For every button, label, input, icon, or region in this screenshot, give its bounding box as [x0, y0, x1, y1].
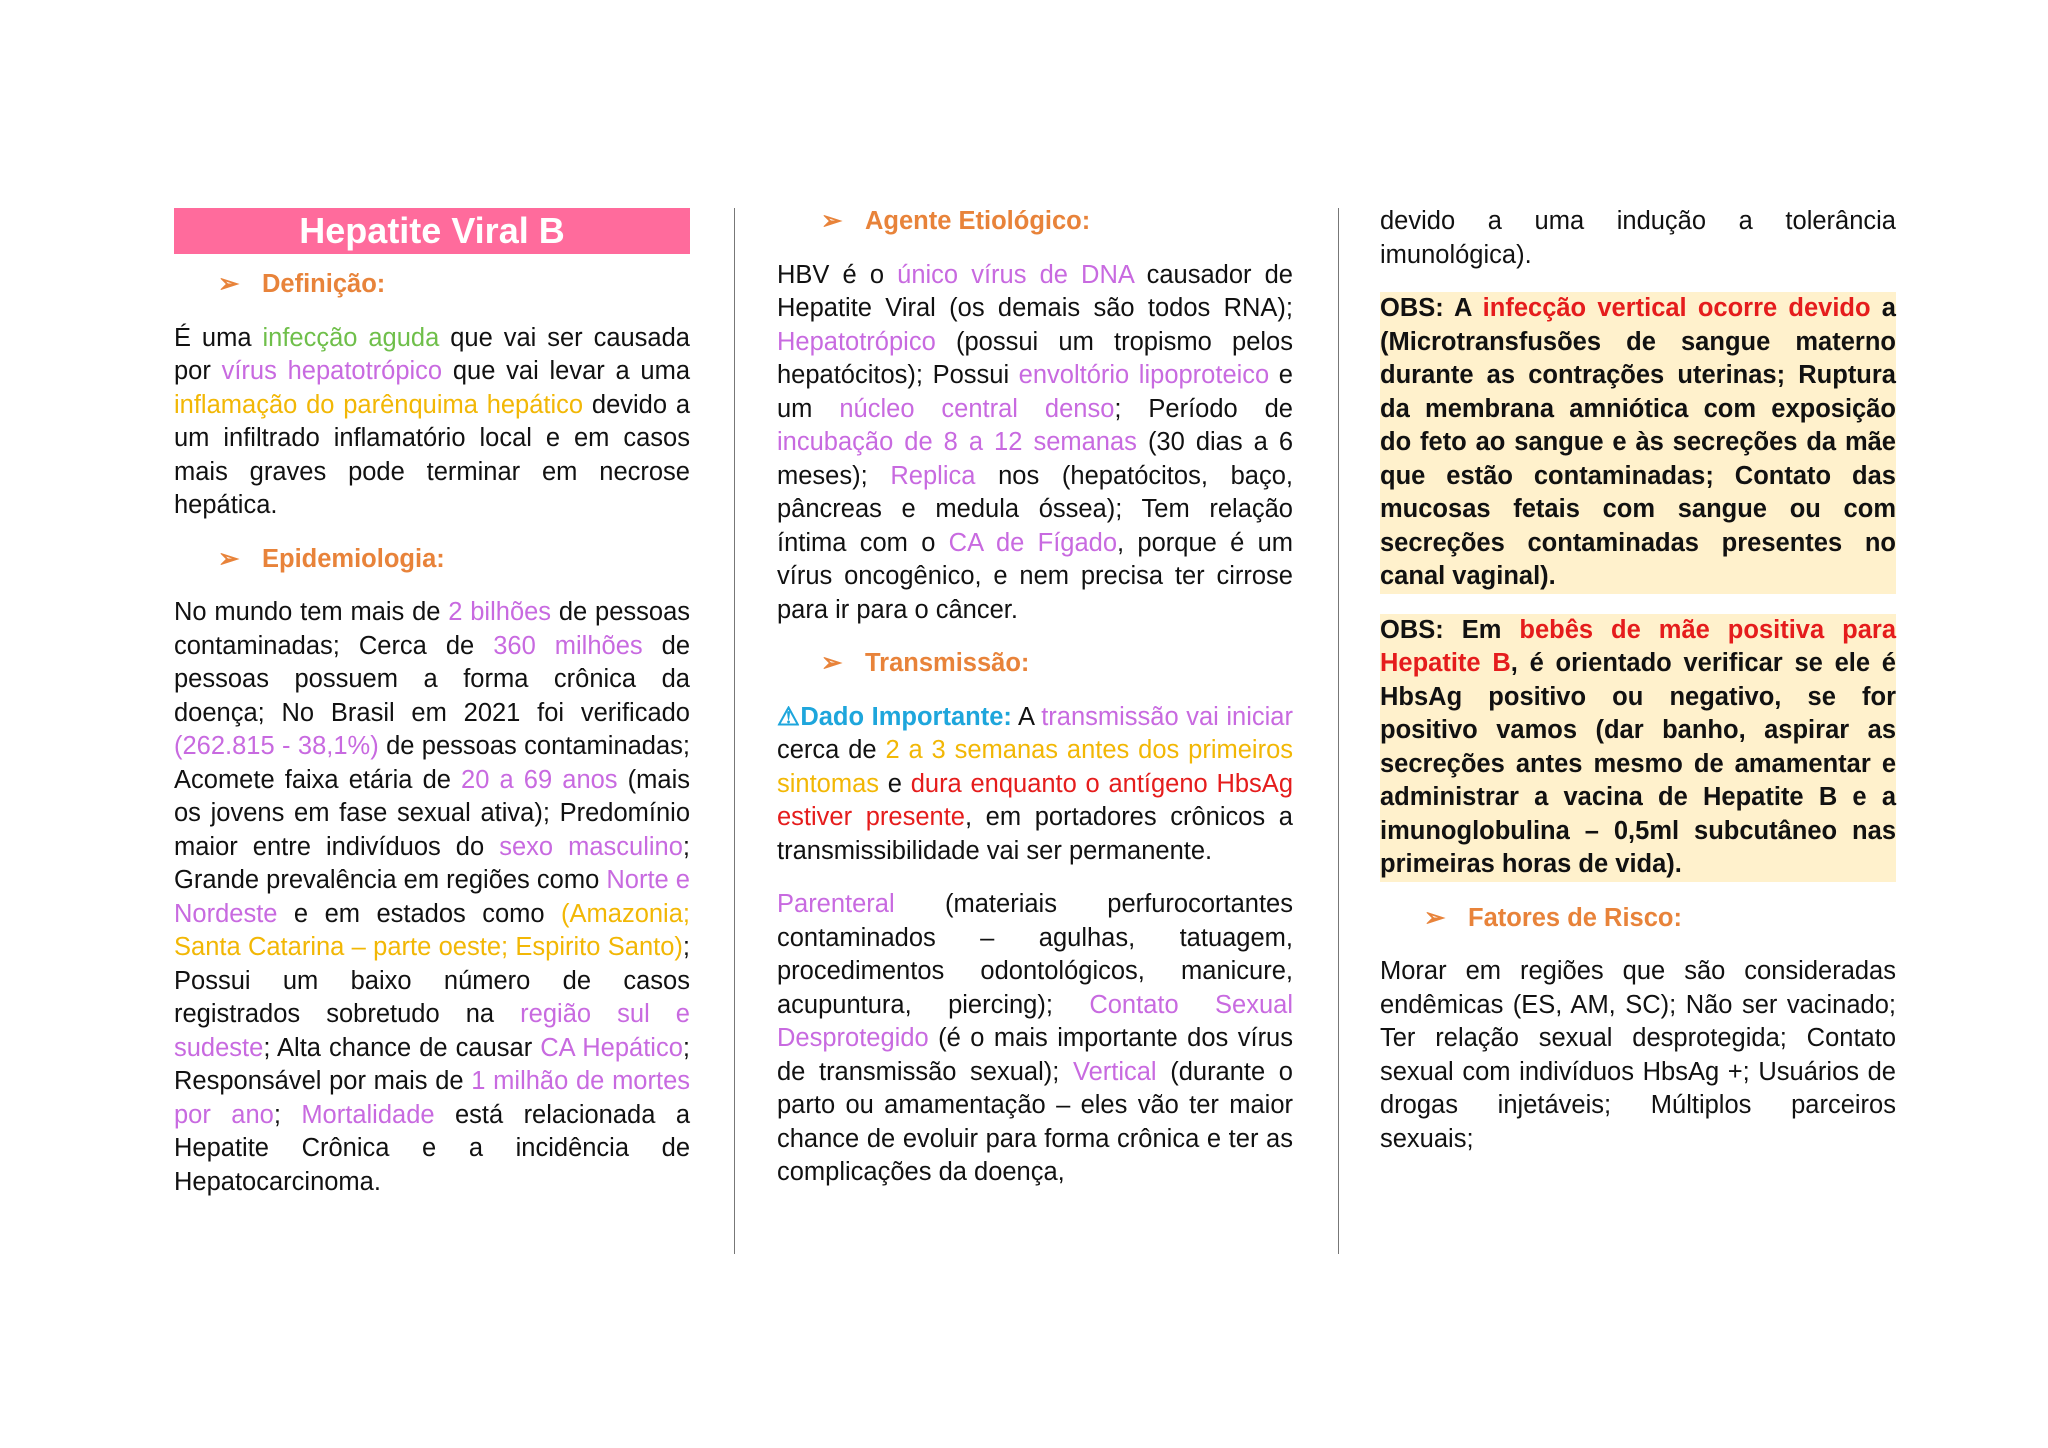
text-run: (262.815 - 38,1%) [174, 732, 379, 760]
column-2 [777, 205, 1293, 1210]
heading-transmissao: ➢ Transmissão: [777, 647, 1293, 681]
text-run: , em portadores crônicos a transmissibilidade vai ser permanente. [777, 803, 1293, 865]
text-run: ⚠Dado Importante: [777, 702, 1012, 731]
text-run: (durante o parto ou amamentação – eles vão ter maior chance de evoluir para forma crônica e ter as complicações da doença, [777, 1057, 1293, 1186]
text-run: de pessoas possuem a forma crônica da doença; No Brasil em 2021 foi verificado [174, 631, 690, 727]
paragraph-fatores-de-risco [1380, 955, 1896, 1156]
text-run: e em estados como [277, 899, 562, 928]
paragraph-agente-etiologico [777, 259, 1293, 628]
text-run: Vertical [1072, 1057, 1157, 1086]
page-title: Hepatite Viral B [174, 208, 690, 254]
text-run: 1 milhão de mortes por ano [174, 1067, 690, 1129]
text-run: que vai ser causada por [174, 323, 690, 385]
heading-agente-etiologico: ➢ Agente Etiológico: [777, 205, 1293, 239]
text-run: No mundo tem mais de [174, 598, 449, 626]
text-run: único vírus de DNA [897, 260, 1134, 289]
text-run: ; Grande prevalência em regiões como [174, 832, 690, 894]
text-run: (é o mais importante dos vírus de transmissão sexual); [777, 1024, 1293, 1086]
text-run: 20 a 69 anos [461, 765, 618, 794]
text-run: , é orientado verificar se ele é HbsAg positivo ou negativo, se for positivo vamos (dar banho, aspirar as secreções antes mesmo de amamentar e administrar a vacina de Hepatite B e a imunoglobulina – 0,5ml subcutâneo nas primeiras horas de vida). [1380, 649, 1896, 878]
heading-definicao: ➢ Definição: [174, 268, 690, 302]
text-run: Replica [890, 461, 976, 490]
text-run: e [879, 769, 911, 798]
text-run: de pessoas contaminadas; Cerca de [174, 598, 690, 660]
obs-infeccao-vertical [1380, 292, 1896, 594]
text-run: OBS: Em [1380, 615, 1520, 644]
text-run: de pessoas contaminadas; Acomete faixa etária de [174, 732, 691, 794]
arrow-bullet-icon: ➢ [218, 270, 240, 298]
text-run: (30 dias a 6 meses); [777, 428, 1293, 490]
text-run: CA Hepático [540, 1033, 683, 1062]
text-run: que vai levar a uma [442, 357, 690, 385]
column-3 [1380, 205, 1896, 1176]
arrow-bullet-icon: ➢ [821, 649, 843, 677]
paragraph-dado-importante [777, 701, 1293, 869]
text-run: ; [273, 1100, 302, 1129]
paragraph-continuacao [1380, 205, 1896, 272]
paragraph-definicao [174, 322, 690, 523]
text-run: É uma [174, 323, 263, 352]
arrow-bullet-icon: ➢ [1424, 903, 1446, 932]
text-run: bebês de mãe positiva para Hepatite B [1380, 615, 1896, 677]
text-run: a (Microtransfusões de sangue materno durante as contrações uterinas; Ruptura da membrana amniótica com exposição do feto ao sangue e às secreções da mãe que estão contaminadas; Contato das mucosas fetais com sangue ou com secreções contaminadas presentes no canal vaginal). [1380, 294, 1896, 590]
text-run: OBS: A [1380, 294, 1483, 322]
text-run: 2 a 3 semanas antes dos primeiros sintomas [777, 736, 1293, 798]
text-run: Morar em regiões que são consideradas endêmicas (ES, AM, SC); Não ser vacinado; Ter relação sexual desprotegida; Contato sexual com indivíduos HbsAg +; Usuários de drogas injetáveis; Múltiplos parceiros sexuais; [1380, 957, 1896, 1153]
text-run: causador de Hepatite Viral (os demais são todos RNA); [777, 260, 1293, 322]
obs-bebes-mae-positiva [1380, 614, 1896, 882]
heading-epidemiologia: ➢ Epidemiologia: [174, 543, 690, 577]
text-run: ; Alta chance de causar [263, 1033, 541, 1062]
heading-fatores-de-risco: ➢ Fatores de Risco: [1380, 902, 1896, 936]
text-run: CA de Fígado [948, 528, 1118, 557]
text-run: ; Período de [1114, 394, 1293, 423]
text-run: A [1011, 702, 1042, 731]
paragraph-vias-transmissao [777, 888, 1293, 1190]
text-run: vírus hepatotrópico [221, 357, 443, 385]
text-run: núcleo central denso [839, 394, 1115, 423]
text-run: 360 milhões [493, 631, 643, 660]
text-run: 2 bilhões [448, 598, 552, 626]
text-run: HBV é o [777, 260, 898, 289]
text-run: dura enquanto o antígeno HbsAg estiver presente [777, 769, 1294, 831]
text-run: Parenteral [777, 890, 895, 918]
text-run: ; Possui um baixo número de casos registrados sobretudo na [174, 933, 690, 1028]
text-run: cerca de [777, 736, 886, 764]
text-run: envoltório lipoproteico [1018, 361, 1270, 389]
arrow-bullet-icon: ➢ [821, 207, 843, 235]
column-1 [174, 205, 690, 1219]
text-run: infecção aguda [262, 323, 440, 352]
text-run: transmissão vai iniciar [1041, 702, 1293, 731]
text-run: nos (hepatócitos, baço, pâncreas e medula óssea); Tem relação íntima com o [777, 461, 1293, 557]
text-run: Mortalidade [301, 1100, 435, 1129]
text-run: (materiais perfurocortantes contaminados – agulhas, tatuagem, procedimentos odontológicos, manicure, acupuntura, piercing); [777, 890, 1293, 1019]
text-run: está relacionada a Hepatite Crônica e a incidência de Hepatocarcinoma. [174, 1100, 690, 1196]
text-run: incubação de 8 a 12 semanas [777, 428, 1137, 456]
text-run: inflamação do parênquima hepático [174, 390, 584, 419]
text-run: região sul e sudeste [174, 1000, 690, 1062]
text-run: devido a uma indução a tolerância imunológica). [1380, 207, 1896, 269]
text-run: e um [777, 361, 1293, 423]
text-run: ; Responsável por mais de [174, 1033, 691, 1095]
text-run: (possui um tropismo pelos hepatócitos); Possui [777, 327, 1293, 389]
text-run: infecção vertical ocorre devido [1482, 294, 1871, 322]
text-run: devido a um infiltrado inflamatório local e em casos mais graves pode terminar em necrose hepática. [174, 390, 690, 519]
text-run: (mais os jovens em fase sexual ativa); Predomínio maior entre indivíduos do [174, 765, 690, 861]
text-run: (Amazonia; Santa Catarina – parte oeste; Espirito Santo) [174, 899, 690, 961]
text-run: Norte e Nordeste [174, 866, 690, 928]
paragraph-epidemiologia [174, 596, 690, 1199]
text-run: sexo masculino [499, 832, 683, 861]
column-divider [734, 208, 735, 1254]
text-run: Hepatotrópico [777, 327, 936, 356]
text-run: Contato Sexual Desprotegido [777, 990, 1293, 1052]
text-run: , porque é um vírus oncogênico, e nem precisa ter cirrose para ir para o câncer. [777, 528, 1293, 624]
column-divider [1338, 208, 1339, 1254]
arrow-bullet-icon: ➢ [218, 544, 240, 573]
